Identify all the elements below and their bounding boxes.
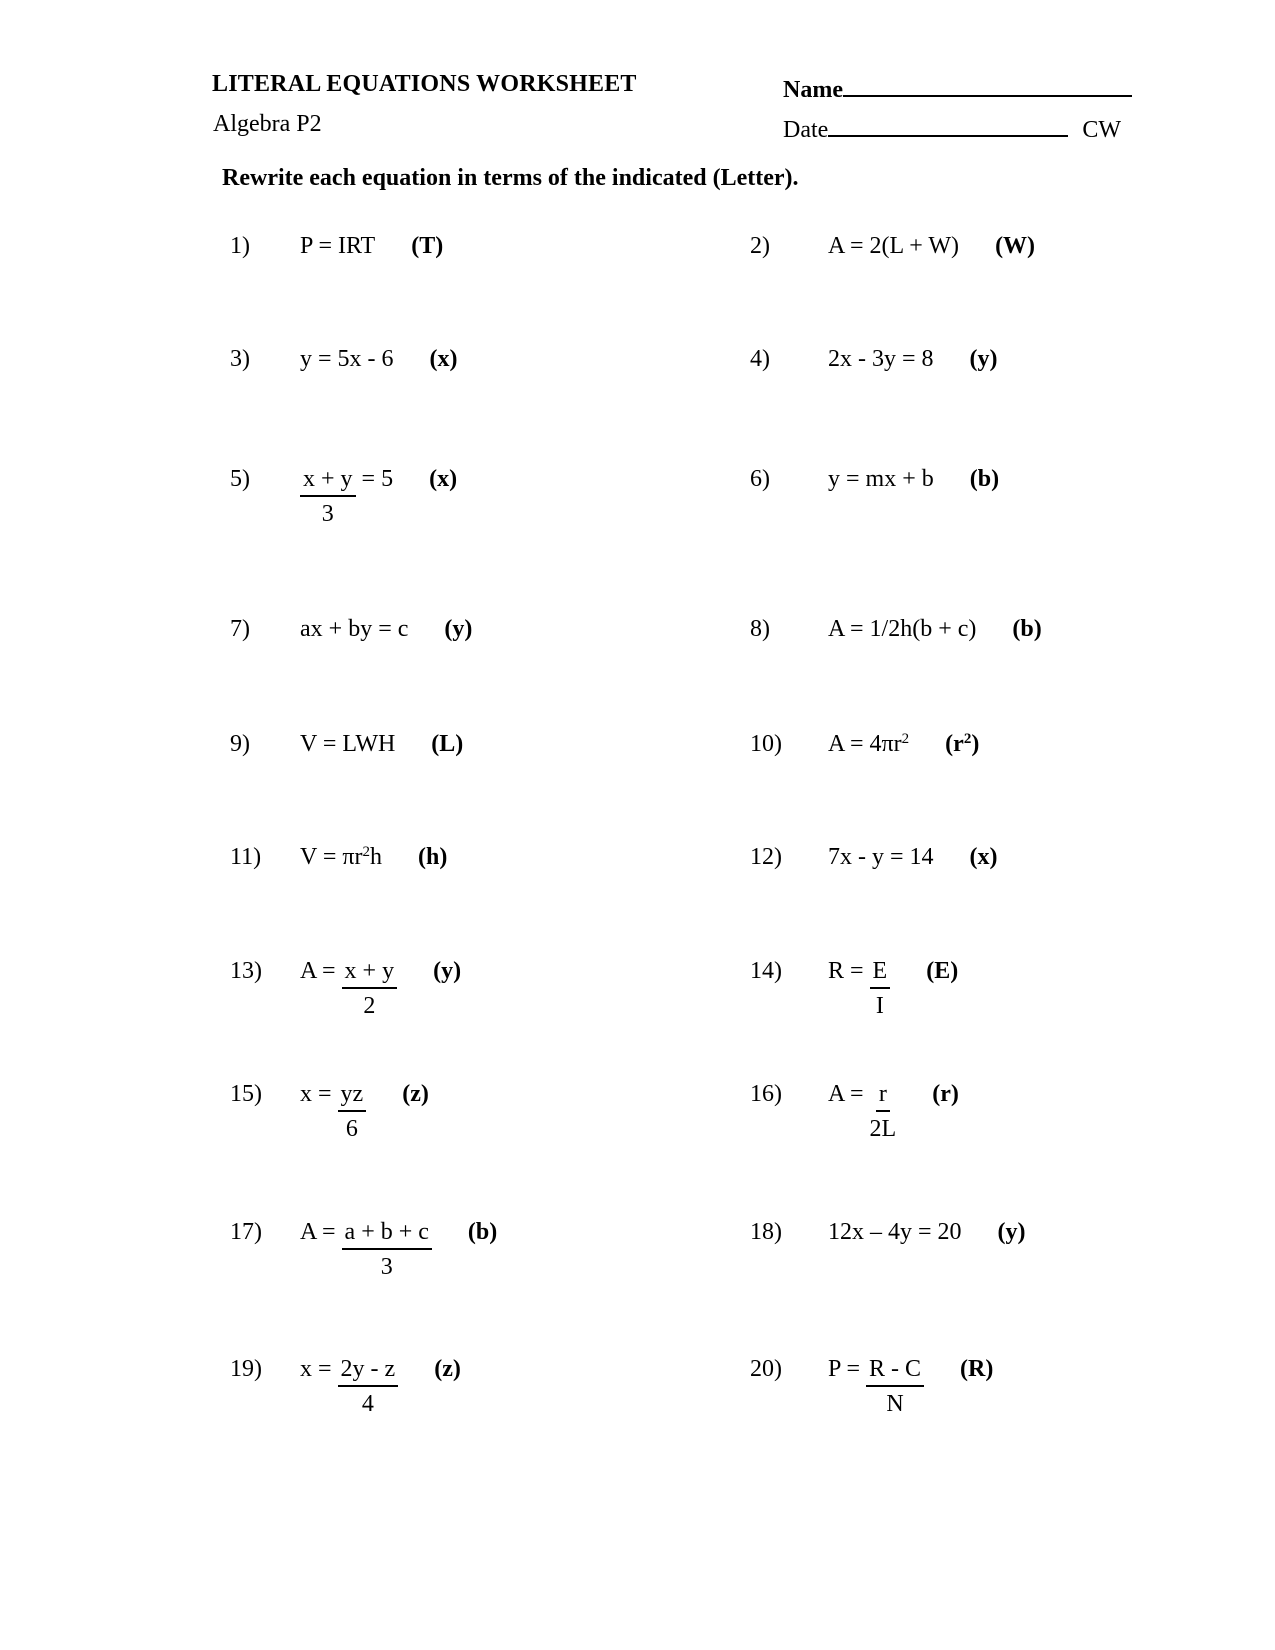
equation-text: = 5	[355, 466, 394, 492]
problem-number: 3)	[230, 346, 250, 372]
problem-11	[230, 843, 447, 871]
date-line	[783, 111, 1121, 144]
numerator	[870, 957, 891, 989]
numerator-text: x + y	[300, 465, 356, 497]
equation-text: R =	[828, 958, 870, 984]
problem-10	[750, 730, 979, 758]
problem-number: 2)	[750, 233, 770, 259]
equation	[300, 615, 408, 643]
target-letter	[433, 957, 461, 985]
equation	[828, 615, 976, 643]
letter-text: (x)	[429, 346, 458, 372]
equation-text: V = LWH	[300, 731, 396, 757]
numerator	[342, 957, 398, 989]
letter-text: (y)	[997, 1219, 1026, 1245]
equation-text: A = 4πr	[828, 731, 902, 757]
letter-text: (y)	[444, 616, 473, 642]
denominator	[338, 1387, 399, 1418]
numerator-text: yz	[338, 1080, 367, 1112]
problem-4	[750, 345, 998, 373]
letter-text: (E)	[926, 958, 959, 984]
equation-text: A = 2(L + W)	[828, 233, 960, 259]
denominator-text: 3	[380, 1254, 393, 1280]
target-letter	[402, 1080, 429, 1108]
equation-text: h	[370, 844, 383, 870]
denominator	[342, 989, 398, 1020]
problem-7	[230, 615, 472, 643]
letter-text: (b)	[1012, 616, 1042, 642]
equation-text: A =	[828, 1081, 870, 1107]
cw-label: CW	[1082, 117, 1121, 143]
problem-number: 19)	[230, 1356, 262, 1382]
denominator-text: 2L	[869, 1116, 897, 1142]
problem-18	[750, 1218, 1026, 1246]
problem-6	[750, 465, 999, 493]
date-blank	[828, 111, 1068, 137]
problem-1	[230, 232, 443, 260]
equation-text: ax + by = c	[300, 616, 409, 642]
target-letter	[444, 615, 472, 643]
target-letter	[995, 232, 1035, 260]
target-letter	[431, 730, 463, 758]
target-letter	[998, 1218, 1026, 1246]
problem-19	[230, 1355, 461, 1418]
equation-text: 2x - 3y = 8	[828, 346, 934, 372]
problem-17	[230, 1218, 497, 1281]
problem-number: 18)	[750, 1219, 782, 1245]
equation-text: P = IRT	[300, 233, 376, 259]
letter-text: (R)	[960, 1356, 994, 1382]
problem-number: 11)	[230, 844, 262, 870]
problem-number: 9)	[230, 731, 250, 757]
equation	[828, 843, 934, 871]
target-letter	[418, 843, 447, 871]
letter-text: (r)	[932, 1081, 959, 1107]
problem-15	[230, 1080, 429, 1143]
denominator	[870, 989, 891, 1020]
target-letter	[970, 465, 999, 493]
target-letter	[468, 1218, 497, 1246]
letter-text: (b)	[969, 466, 1000, 492]
target-letter	[970, 843, 998, 871]
fraction	[338, 1080, 367, 1143]
denominator	[338, 1112, 367, 1143]
equation	[300, 1080, 366, 1143]
denominator-text: 2	[363, 993, 376, 1019]
superscript: 2	[901, 731, 910, 747]
fraction	[342, 1218, 432, 1281]
equation	[828, 232, 959, 260]
equation	[828, 1218, 962, 1246]
equation-text: 12x – 4y = 20	[828, 1219, 962, 1245]
letter-text: (T)	[411, 233, 444, 259]
problem-16	[750, 1080, 959, 1143]
equation	[828, 1080, 896, 1143]
problem-5	[230, 465, 457, 528]
denominator-text: I	[875, 993, 884, 1019]
letter-text: (W)	[995, 233, 1036, 259]
denominator	[866, 1387, 924, 1418]
equation-text: P =	[828, 1356, 866, 1382]
problem-number: 5)	[230, 466, 250, 492]
superscript: 2	[362, 844, 371, 860]
problem-number: 10)	[750, 731, 782, 757]
equation-text: V = πr	[300, 844, 363, 870]
equation	[828, 730, 909, 758]
numerator-text: E	[870, 957, 891, 989]
problem-number: 16)	[750, 1081, 782, 1107]
problem-number: 6)	[750, 466, 770, 492]
problem-number: 7)	[230, 616, 250, 642]
problem-number: 14)	[750, 958, 782, 984]
letter-text: (L)	[431, 731, 464, 757]
numerator-text: x + y	[342, 957, 398, 989]
problem-8	[750, 615, 1042, 643]
fraction	[870, 957, 891, 1020]
numerator-text: a + b + c	[342, 1218, 432, 1250]
numerator	[866, 1355, 924, 1387]
equation	[300, 345, 394, 373]
instruction-text: Rewrite each equation in terms of the indicated (Letter).	[222, 165, 799, 191]
problem-number: 4)	[750, 346, 770, 372]
letter-text: (h)	[418, 844, 448, 870]
equation	[300, 232, 375, 260]
problem-number: 15)	[230, 1081, 262, 1107]
problem-3	[230, 345, 458, 373]
letter-text: (x)	[429, 466, 458, 492]
denominator	[870, 1112, 897, 1143]
problem-number: 1)	[230, 233, 250, 259]
numerator-text: R - C	[866, 1355, 924, 1387]
problem-number: 17)	[230, 1219, 262, 1245]
numerator	[300, 465, 356, 497]
problem-13	[230, 957, 461, 1020]
equation-text: A =	[300, 958, 342, 984]
denominator-text: 6	[345, 1116, 358, 1142]
target-letter	[411, 232, 443, 260]
numerator-text: r	[876, 1080, 890, 1112]
target-letter	[926, 957, 958, 985]
equation-text: A = 1/2h(b + c)	[828, 616, 977, 642]
fraction	[300, 465, 356, 528]
letter-text: )	[971, 731, 980, 757]
numerator	[342, 1218, 432, 1250]
equation	[300, 730, 395, 758]
letter-text: (z)	[434, 1356, 461, 1382]
letter-text: (r	[945, 731, 964, 757]
numerator	[338, 1080, 367, 1112]
problem-number: 13)	[230, 958, 262, 984]
equation-text: x =	[300, 1081, 338, 1107]
target-letter	[932, 1080, 959, 1108]
fraction	[870, 1080, 897, 1143]
page-title: LITERAL EQUATIONS WORKSHEET	[212, 71, 637, 97]
denominator-text: 4	[361, 1391, 374, 1417]
numerator	[870, 1080, 897, 1112]
denominator	[342, 1250, 432, 1281]
target-letter	[960, 1355, 993, 1383]
problem-number: 8)	[750, 616, 770, 642]
problem-2	[750, 232, 1035, 260]
fraction	[342, 957, 398, 1020]
equation	[300, 465, 393, 528]
target-letter	[429, 465, 457, 493]
denominator	[300, 497, 356, 528]
equation	[300, 1218, 432, 1281]
problem-12	[750, 843, 998, 871]
letter-text: (b)	[467, 1219, 498, 1245]
fraction	[338, 1355, 399, 1418]
equation	[828, 957, 890, 1020]
target-letter	[1012, 615, 1041, 643]
equation-text: 7x - y = 14	[828, 844, 934, 870]
equation	[828, 1355, 924, 1418]
target-letter	[430, 345, 458, 373]
numerator	[338, 1355, 399, 1387]
equation	[828, 345, 934, 373]
problem-number: 20)	[750, 1356, 782, 1382]
name-blank	[843, 71, 1132, 97]
target-letter	[434, 1355, 461, 1383]
equation	[300, 1355, 398, 1418]
fraction	[866, 1355, 924, 1418]
name-label: Name	[783, 77, 843, 103]
problem-20	[750, 1355, 993, 1418]
equation-text: A =	[300, 1219, 342, 1245]
numerator-text: 2y - z	[338, 1355, 399, 1387]
equation-text: y = mx + b	[828, 466, 934, 492]
problem-number: 12)	[750, 844, 782, 870]
letter-text: (y)	[969, 346, 998, 372]
letter-text: (x)	[969, 844, 998, 870]
course-label: Algebra P2	[213, 111, 322, 137]
equation	[300, 843, 382, 871]
date-label: Date	[783, 117, 829, 143]
target-letter	[945, 730, 979, 758]
equation	[300, 957, 397, 1020]
equation-text: y = 5x - 6	[300, 346, 394, 372]
letter-text: (z)	[402, 1081, 429, 1107]
letter-text: (y)	[433, 958, 462, 984]
superscript: 2	[963, 731, 972, 747]
target-letter	[970, 345, 998, 373]
equation	[828, 465, 934, 493]
denominator-text: N	[886, 1391, 904, 1417]
name-line	[783, 71, 1132, 104]
problem-9	[230, 730, 463, 758]
problem-14	[750, 957, 958, 1020]
equation-text: x =	[300, 1356, 338, 1382]
denominator-text: 3	[321, 501, 334, 527]
